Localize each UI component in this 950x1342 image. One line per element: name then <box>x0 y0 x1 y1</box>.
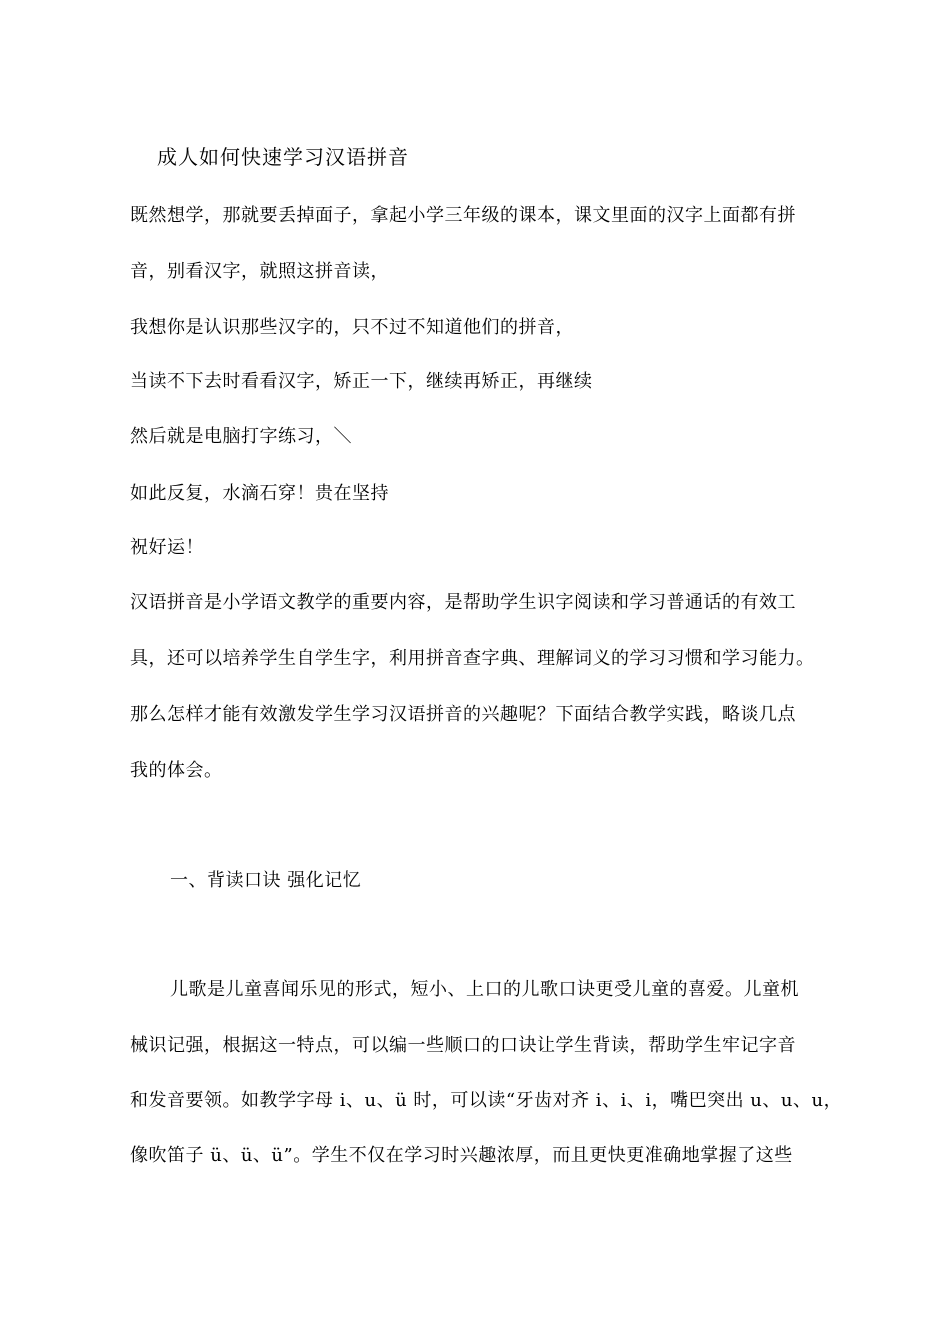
section-heading: 一、背读口诀 强化记忆 <box>170 870 362 891</box>
paragraph-line: 具，还可以培养学生自学生字，利用拼音查字典、理解词义的学习习惯和学习能力。 <box>130 648 815 669</box>
intro-line: 然后就是电脑打字练习，＼ <box>130 426 352 447</box>
paragraph-line: 儿歌是儿童喜闻乐见的形式，短小、上口的儿歌口诀更受儿童的喜爱。儿童机 <box>170 979 799 1000</box>
paragraph-line: 和发音要领。如教学字母 i、u、ü 时，可以读“牙齿对齐 i、i、i，嘴巴突出 u、u、u， <box>130 1090 843 1111</box>
paragraph-line: 我的体会。 <box>130 760 223 781</box>
intro-line: 音，别看汉字，就照这拼音读， <box>130 261 389 282</box>
paragraph-line: 械识记强，根据这一特点，可以编一些顺口的口诀让学生背读，帮助学生牢记字音 <box>130 1035 796 1056</box>
paragraph-line: 那么怎样才能有效激发学生学习汉语拼音的兴趣呢？下面结合教学实践，略谈几点 <box>130 704 796 725</box>
intro-line: 当读不下去时看看汉字，矫正一下，继续再矫正，再继续 <box>130 371 593 392</box>
intro-line: 祝好运！ <box>130 537 204 558</box>
paragraph-line: 像吹笛子 ü、ü、ü”。学生不仅在学习时兴趣浓厚，而且更快更准确地掌握了这些 <box>130 1145 793 1166</box>
intro-line: 既然想学，那就要丢掉面子，拿起小学三年级的课本，课文里面的汉字上面都有拼 <box>130 205 796 226</box>
intro-line: 如此反复，水滴石穿！贵在坚持 <box>130 483 389 504</box>
intro-line: 我想你是认识那些汉字的，只不过不知道他们的拼音， <box>130 317 574 338</box>
paragraph-line: 汉语拼音是小学语文教学的重要内容，是帮助学生识字阅读和学习普通话的有效工 <box>130 592 796 613</box>
document-title: 成人如何快速学习汉语拼音 <box>157 145 409 169</box>
